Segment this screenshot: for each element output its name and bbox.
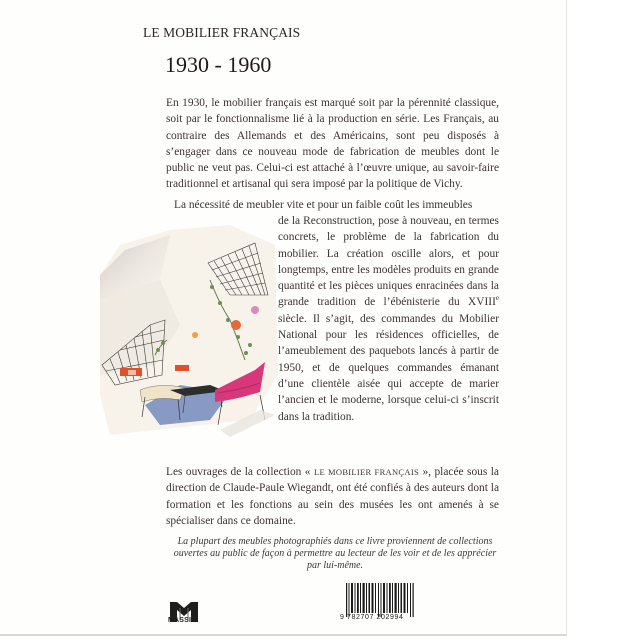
barcode xyxy=(344,583,416,617)
superscript: e xyxy=(495,294,499,303)
paragraph-text: de la Reconstruction, pose à nouveau, en termes concrets, le problème de la fabrication du mobilier. La création oscille alors, et pour longtemps, entre les modèles produits en grande quantité et les pièces uniques enracinées dans la grande tradition de l’ébénisterie du XVIII xyxy=(278,215,499,309)
publisher-name: MASSIN xyxy=(168,617,197,624)
paragraph-text: Les ouvrages de la collection « xyxy=(166,466,314,478)
paragraph-text: », placée sous la direction de Claude-Paule Wiegandt, ont été confiés à des auteurs dont la formation et les fonctions au sein des musées les ont amenés à se spécialiser dans ce domaine. xyxy=(166,466,499,527)
intro-paragraph: En 1930, le mobilier français est marqué soit par la pérennité classique, soit par le fonctionnalisme lié à la production en série. Les Français, au contraire des Allemands et des Américains, sont peu disposés à s’engager dans ce nouveau mode de fabrication de meubles dont le public ne veut pas. Celui-ci est attaché à l’œuvre unique, au savoir-faire traditionnel et artisanal qui sera imposé par la politique de Vichy. xyxy=(166,97,499,191)
page-title: 1930 - 1960 xyxy=(165,52,272,77)
reconstruction-paragraph-body xyxy=(278,213,499,425)
barcode-number: 9 782707 202994 xyxy=(340,614,404,621)
paragraph-text: siècle. Il s’agit, des commandes du Mobilier National pour les résidences officielles, de l’ameublement des paquebots lancés à partir de 1950, et de quelques commandes émanant d’une clientèle aisée qui accepte de marier l’ancien et le moderne, lorsque celui-ci s’inscrit dans la tradition. xyxy=(278,312,499,423)
series-title: LE MOBILIER FRANÇAIS xyxy=(143,25,301,40)
book-m-logo-icon xyxy=(169,594,199,630)
collection-paragraph xyxy=(166,464,499,529)
reconstruction-paragraph-lead: La nécessité de meubler vite et pour un faible coût les immeubles xyxy=(174,199,473,211)
collection-name: LE MOBILIER FRANÇAIS xyxy=(313,467,419,477)
italic-note: La plupart des meubles photographiés dans ce livre proviennent de collections ouvertes au public de façon à permettre au lecteur de les voir et de les apprécier par lui-même. xyxy=(173,536,497,571)
interior-illustration xyxy=(100,225,278,440)
